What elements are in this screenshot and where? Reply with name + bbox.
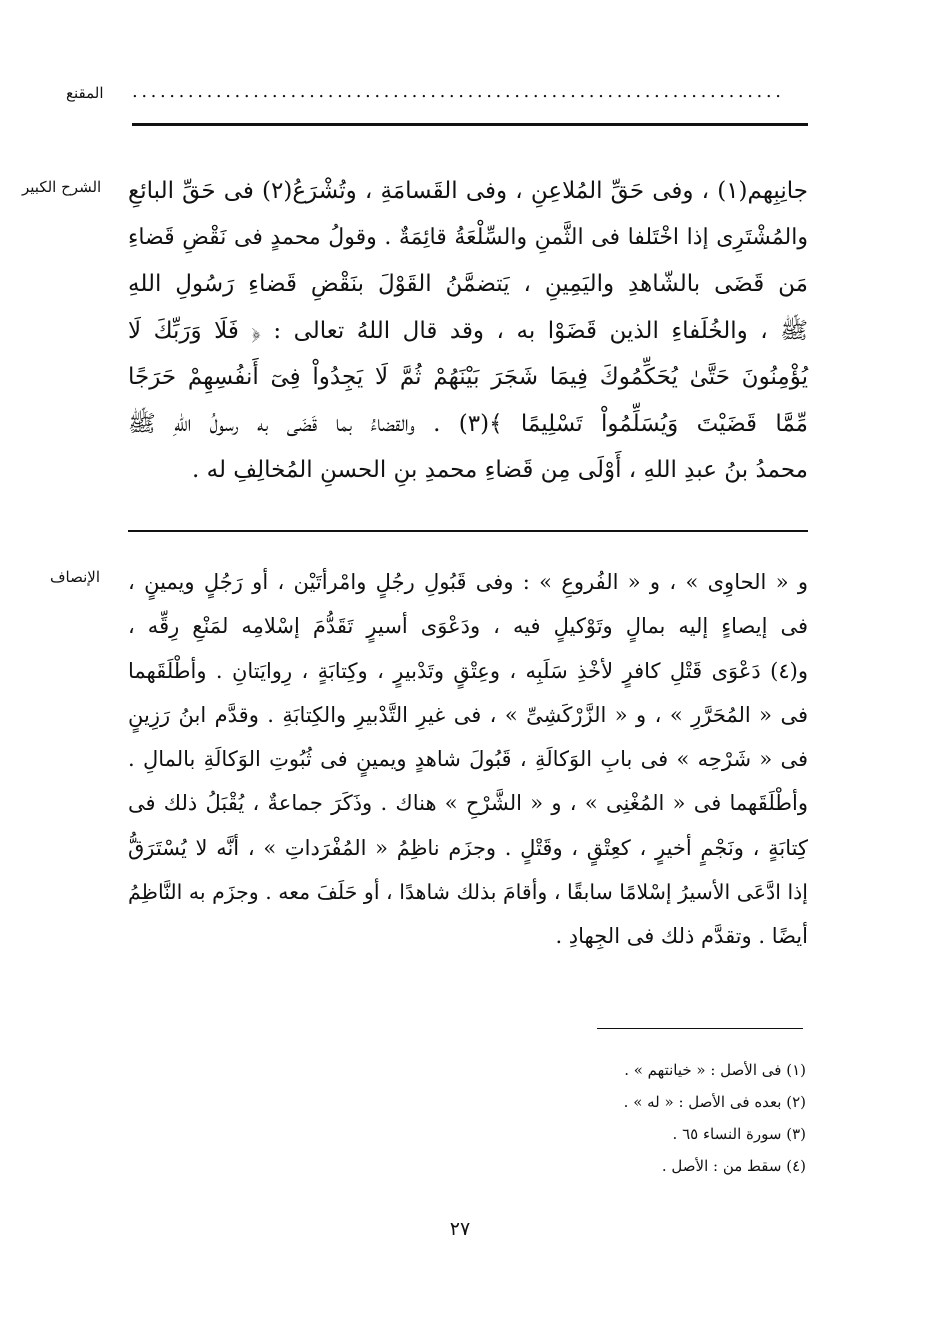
header-rule xyxy=(132,123,808,126)
text-line: مَن قَضَى بالشّاهدِ واليَمِينِ ، يَتضمَّنُ القَوْلَ بنَقْضِ قَضاءِ رَسُولِ اللهِ xyxy=(128,271,808,297)
page-number: ٢٧ xyxy=(449,1218,471,1240)
text-line: جانِبِهم(١) ، وفى حَقِّ المُلاعِنِ ، وفى القَسامَةِ ، وتُشْرَعُ(٢) فى حَقِّ البائعِ xyxy=(128,178,808,204)
section-divider xyxy=(128,530,808,532)
footnote-rule xyxy=(597,1028,803,1029)
header-dotted-leader: ...................................................................... xyxy=(132,82,785,102)
footnote: (٤) سقط من : الأصل . xyxy=(661,1157,806,1175)
sharh-text xyxy=(128,168,808,494)
text-line: ﷺ ، والخُلَفاءِ الذين قَضَوْا به ، وقد قال اللهُ تعالى : ﴿ فَلَا وَرَبِّكَ لَا xyxy=(128,317,808,344)
text-line: إذا ادَّعَى الأسيرُ إسْلامًا سابقًا ، وأقامَ بذلك شاهدًا ، أو حَلَفَ معه . وجزَم به النَّاظِمُ xyxy=(128,880,808,905)
text-line: و « الحاوِى » ، و « الفُروعِ » : وفى قَبُولِ رجُلٍ وامْرأتَيْن ، أو رَجُلٍ ويمينٍ ، xyxy=(128,570,808,594)
text-line: مِّمَّا قَضَيْتَ وَيُسَلِّمُواْ تَسْلِيمًا ﴾(٣) . والقضاءُ بما قَضَى به رسولُ اللهِ ﷺ xyxy=(128,410,809,437)
text-line: كِتابَةٍ ، ونَجْمٍ أخيرٍ ، كعِتْقٍ ، وقَتْلٍ . وجزَم ناظِمُ « المُفْرَداتِ » ، أنَّه لا يُسْتَرَقُّ xyxy=(128,835,808,860)
header-title: المقنع xyxy=(66,84,104,102)
text-line: و(٤) دَعْوَى قَتْلِ كافرٍ لأخْذِ سَلَبِه ، وعِتْقٍ وتَدْبيرٍ ، وكِتابَةٍ ، رِوايَتانِ . وأطْلَقَهما xyxy=(128,658,808,683)
text-line: وأطْلَقَهما فى « المُغْنِى » ، و « الشَّرْحِ » هناك . وذَكَرَ جماعةٌ ، يُقْبَلُ ذلك فى xyxy=(128,791,808,816)
text-line: محمدُ بنُ عبدِ اللهِ ، أَوْلَى مِن قَضاءِ محمدِ بنِ الحسنِ المُخالِفِ له . xyxy=(192,457,808,483)
text-line: يُؤْمِنُونَ حَتَّىٰ يُحَكِّمُوكَ فِيمَا شَجَرَ بَيْنَهُمْ ثُمَّ لَا يَجِدُواْ فِىٓ أَنفُسِهِمْ حَرَجًا xyxy=(128,364,808,390)
section-label-insaf: الإنصاف xyxy=(50,568,101,586)
footnotes xyxy=(500,1054,806,1182)
footnote: (٢) بعده فى الأصل : « له » . xyxy=(623,1093,806,1111)
text-line: أيضًا . وتقدَّم ذلك فى الجِهادِ . xyxy=(555,924,808,949)
footnote: (٣) سورة النساء ٦٥ . xyxy=(672,1125,806,1143)
text-line: والمُشْتَرِى إذا اخْتَلفا فى الثَّمنِ والسِّلْعَةُ قائِمَةٌ . وقولُ محمدٍ فى نَقْضِ قَضاءِ xyxy=(128,224,808,250)
footnote: (١) فى الأصل : « خيانتهم » . xyxy=(624,1061,806,1079)
text-line: فى إيصاءٍ إليه بمالٍ وتَوْكيلٍ فيه ، ودَعْوَى أسيرٍ تَقَدُّمَ إسْلامِه لمَنْعِ رِقِّه ، xyxy=(128,614,808,639)
insaf-text xyxy=(128,560,808,959)
text-line: فى « شَرْحِه » فى بابِ الوَكالَةِ ، قَبُولَ شاهدٍ ويمينٍ فى ثُبُوتِ الوَكالَةِ بالمالِ . xyxy=(128,747,808,772)
section-label-sharh: الشرح الكبير xyxy=(22,178,102,196)
text-line: فى « المُحَرَّرِ » ، و « الزَّرْكَشِىِّ » ، فى غيرِ التَّدْبيرِ والكِتابَةِ . وقدَّم ابنُ رَزِينٍ xyxy=(128,702,808,727)
